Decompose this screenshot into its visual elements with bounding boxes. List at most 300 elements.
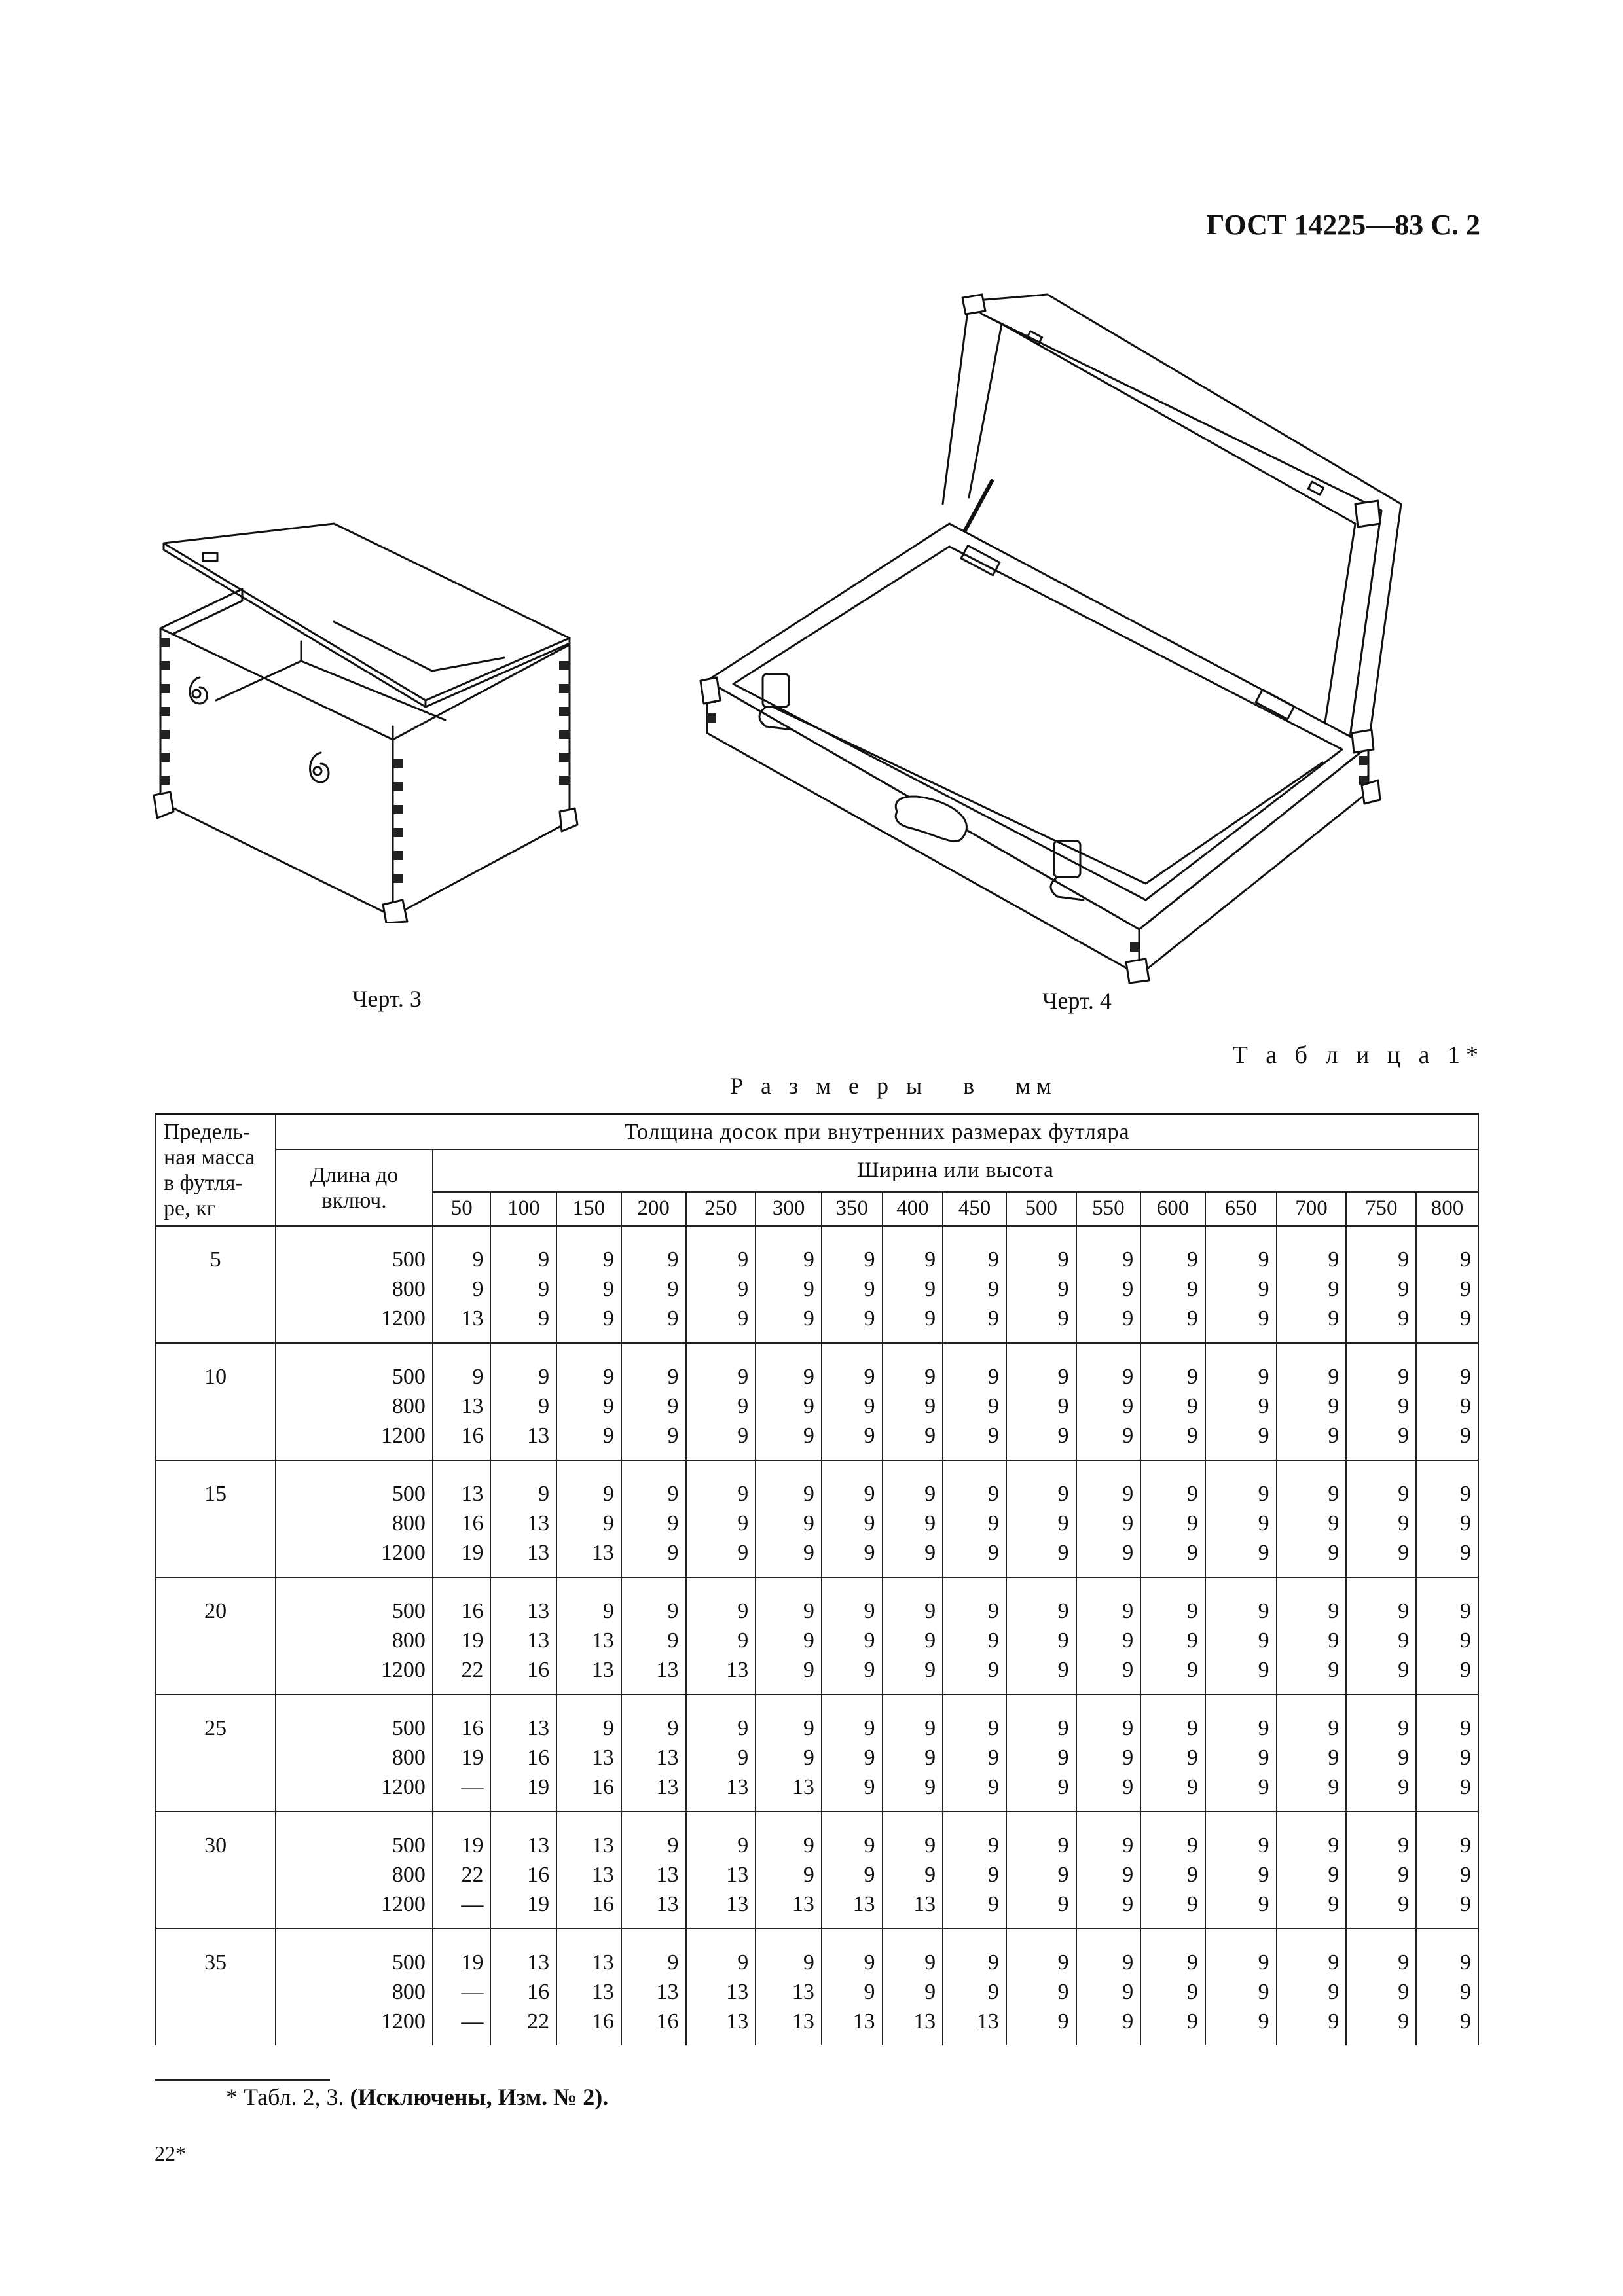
thickness-value: 9 [1258, 1716, 1269, 1741]
thickness-value: 9 [737, 1306, 749, 1331]
thickness-value: 13 [591, 1658, 614, 1683]
width-header-cell: 650 [1205, 1192, 1277, 1226]
thickness-value: 9 [737, 1365, 749, 1390]
thickness-cell [1277, 1343, 1347, 1460]
thickness-cell [490, 1812, 556, 1929]
thickness-value: 9 [1122, 1892, 1134, 1917]
thickness-cell [1346, 1812, 1416, 1929]
thickness-value: 13 [656, 1892, 679, 1917]
table-row [155, 1460, 1478, 1577]
length-value: 1200 [380, 1424, 426, 1448]
thickness-value: 9 [1258, 1775, 1269, 1800]
thickness-value: 9 [987, 1716, 999, 1741]
width-header-cell: 400 [883, 1192, 943, 1226]
thickness-value: 9 [864, 1511, 875, 1536]
thickness-value: 9 [864, 1950, 875, 1975]
thickness-value: 9 [1460, 1482, 1471, 1507]
mass-cell: 15 [155, 1460, 276, 1577]
thickness-cell [1205, 1929, 1277, 2045]
thickness-value: 9 [1057, 1424, 1069, 1448]
thickness-value: 9 [1057, 1863, 1069, 1888]
thickness-value: 16 [527, 1746, 550, 1770]
thickness-value: 9 [1398, 2009, 1410, 2034]
thickness-cell [1416, 1226, 1478, 1343]
thickness-value: 16 [461, 1511, 484, 1536]
thickness-cell [943, 1695, 1006, 1812]
thickness-value: 9 [924, 1716, 936, 1741]
thickness-value: 9 [1328, 1482, 1340, 1507]
thickness-cell [686, 1812, 756, 1929]
thickness-value: 9 [737, 1599, 749, 1624]
width-header-cell: 200 [621, 1192, 686, 1226]
width-header-cell: 550 [1076, 1192, 1141, 1226]
thickness-cell [556, 1929, 621, 2045]
thickness-value: 9 [924, 1599, 936, 1624]
table-row [155, 1343, 1478, 1460]
thickness-value: 9 [924, 1833, 936, 1858]
thickness-value: 13 [852, 1892, 875, 1917]
width-header-cell: 500 [1006, 1192, 1076, 1226]
thickness-cell [943, 1929, 1006, 2045]
thickness-value: 9 [864, 1482, 875, 1507]
thickness-cell [1140, 1226, 1205, 1343]
thickness-value: 9 [1258, 1511, 1269, 1536]
thickness-value: 9 [1186, 1306, 1198, 1331]
thickness-value: 9 [987, 1277, 999, 1302]
thickness-value: 9 [1398, 1863, 1410, 1888]
footnote-rule [155, 2079, 330, 2081]
thickness-value: 9 [538, 1365, 550, 1390]
thickness-value: 9 [864, 1716, 875, 1741]
thickness-value: 9 [602, 1247, 614, 1272]
thickness-value: 9 [803, 1833, 814, 1858]
thickness-cell [1277, 1812, 1347, 1929]
mass-cell: 25 [155, 1695, 276, 1812]
thickness-cell [490, 1460, 556, 1577]
figure-caption-3: Черт. 3 [352, 986, 422, 1012]
thickness-value: 9 [924, 1277, 936, 1302]
thickness-value: 9 [803, 1365, 814, 1390]
length-value: 800 [392, 1863, 426, 1888]
thickness-cell [822, 1929, 883, 2045]
thickness-value: 9 [1460, 1247, 1471, 1272]
thickness-cell [883, 1812, 943, 1929]
thickness-cell [822, 1812, 883, 1929]
thickness-value: 13 [461, 1482, 484, 1507]
thickness-value: 9 [803, 1599, 814, 1624]
thickness-value: 9 [472, 1277, 484, 1302]
thickness-value: 9 [1258, 1658, 1269, 1683]
thickness-cell [1006, 1695, 1076, 1812]
thickness-value: 9 [924, 1424, 936, 1448]
open-box-with-lid-drawing [151, 504, 583, 923]
thickness-value: 9 [1122, 1394, 1134, 1419]
thickness-value: 9 [1122, 1511, 1134, 1536]
thickness-cell [490, 1343, 556, 1460]
width-header-cell: 100 [490, 1192, 556, 1226]
thickness-value: 9 [987, 1424, 999, 1448]
thickness-value: 9 [1328, 1424, 1340, 1448]
thickness-value: 9 [1186, 1247, 1198, 1272]
thickness-value: 22 [461, 1658, 484, 1683]
thickness-cell [1140, 1695, 1205, 1812]
thickness-value: 9 [987, 1394, 999, 1419]
thickness-cell [556, 1812, 621, 1929]
thickness-value: 9 [803, 1394, 814, 1419]
thickness-cell [1277, 1460, 1347, 1577]
thickness-cell [1140, 1343, 1205, 1460]
thickness-value: 9 [667, 1482, 679, 1507]
thickness-value: 9 [1186, 1482, 1198, 1507]
thickness-value: 9 [1328, 2009, 1340, 2034]
thickness-value: 9 [1122, 1980, 1134, 2005]
thickness-cell [883, 1226, 943, 1343]
thickness-cell [1346, 1929, 1416, 2045]
thickness-value: 9 [1122, 1277, 1134, 1302]
thickness-value: 9 [1258, 1950, 1269, 1975]
thickness-cell [433, 1929, 491, 2045]
thickness-value: 9 [1057, 1277, 1069, 1302]
thickness-value: 13 [527, 1541, 550, 1566]
thickness-value: 9 [1122, 1482, 1134, 1507]
table-subtitle: Р а з м е р ы в мм [730, 1073, 1057, 1099]
thickness-value: 9 [1460, 1716, 1471, 1741]
thickness-value: 9 [1057, 1980, 1069, 2005]
thickness-value: 9 [864, 1541, 875, 1566]
thickness-value: 9 [1122, 1658, 1134, 1683]
thickness-cell [943, 1460, 1006, 1577]
thickness-cell [1205, 1460, 1277, 1577]
thickness-value: 19 [461, 1628, 484, 1653]
thickness-value: 16 [591, 1775, 614, 1800]
thickness-value: 19 [461, 1833, 484, 1858]
thickness-cell [943, 1577, 1006, 1695]
thickness-value: 9 [1460, 1746, 1471, 1770]
thickness-value: 9 [538, 1277, 550, 1302]
thickness-value: 13 [461, 1306, 484, 1331]
thickness-value: 9 [1122, 1599, 1134, 1624]
length-value: 500 [392, 1247, 426, 1272]
thickness-value: 9 [737, 1394, 749, 1419]
thickness-value: 9 [1186, 1277, 1198, 1302]
thickness-value: 9 [1398, 1482, 1410, 1507]
mass-cell: 20 [155, 1577, 276, 1695]
thickness-value: 9 [602, 1482, 614, 1507]
thickness-value: 9 [987, 1482, 999, 1507]
thickness-value: 9 [987, 1365, 999, 1390]
thickness-cell [1006, 1226, 1076, 1343]
thickness-value: 9 [1328, 1658, 1340, 1683]
thickness-cell [1346, 1577, 1416, 1695]
thickness-value: 9 [864, 1746, 875, 1770]
width-header-cell: 600 [1140, 1192, 1205, 1226]
thickness-value: 9 [803, 1863, 814, 1888]
thickness-value: 9 [1398, 1892, 1410, 1917]
thickness-value: 9 [1057, 1482, 1069, 1507]
thickness-cell [1205, 1695, 1277, 1812]
width-header-cell: 700 [1277, 1192, 1347, 1226]
thickness-value: 9 [924, 1628, 936, 1653]
length-cell [276, 1812, 433, 1929]
thickness-value: 9 [987, 1511, 999, 1536]
thickness-value: 9 [1057, 1746, 1069, 1770]
thickness-cell [943, 1226, 1006, 1343]
table-row [155, 1929, 1478, 2045]
thickness-value: 9 [1122, 1775, 1134, 1800]
thickness-value: 9 [1057, 1775, 1069, 1800]
thickness-value: 9 [1258, 2009, 1269, 2034]
thickness-value: 9 [667, 1247, 679, 1272]
thickness-value: 13 [726, 1892, 749, 1917]
length-value: 500 [392, 1950, 426, 1975]
thickness-value: 9 [864, 1277, 875, 1302]
width-header-cell: 300 [756, 1192, 822, 1226]
thickness-cell [822, 1460, 883, 1577]
thickness-value: 9 [924, 1775, 936, 1800]
thickness-value: 9 [1328, 1892, 1340, 1917]
board-thickness-table [155, 1113, 1479, 2045]
thickness-value: 13 [726, 1775, 749, 1800]
length-cell [276, 1695, 433, 1812]
thickness-value: 9 [667, 1833, 679, 1858]
thickness-value: 9 [1057, 1716, 1069, 1741]
thickness-value: 9 [1460, 1599, 1471, 1624]
thickness-cell [621, 1812, 686, 1929]
thickness-value: 9 [1328, 1541, 1340, 1566]
thickness-value: 9 [924, 1511, 936, 1536]
thickness-value: 9 [803, 1247, 814, 1272]
thickness-value: 9 [1186, 1365, 1198, 1390]
thickness-cell [556, 1577, 621, 1695]
thickness-value: 9 [1460, 1628, 1471, 1653]
thickness-value: 9 [602, 1394, 614, 1419]
footnote [226, 2083, 608, 2111]
thickness-value: 9 [667, 1424, 679, 1448]
thickness-cell [1205, 1226, 1277, 1343]
thickness-value: 9 [1258, 1306, 1269, 1331]
thickness-cell [433, 1812, 491, 1929]
thickness-value: 9 [1057, 1306, 1069, 1331]
thickness-value: 16 [461, 1599, 484, 1624]
thickness-cell [490, 1695, 556, 1812]
thickness-value: 13 [591, 1746, 614, 1770]
thickness-value: 9 [987, 1746, 999, 1770]
thickness-cell [1346, 1343, 1416, 1460]
thickness-value: 13 [656, 1980, 679, 2005]
length-value: 1200 [380, 1541, 426, 1566]
thickness-value: 9 [1328, 1511, 1340, 1536]
thickness-value: 9 [1398, 1599, 1410, 1624]
thickness-value: 9 [864, 1306, 875, 1331]
thickness-value: 9 [737, 1482, 749, 1507]
thickness-value: 9 [1398, 1277, 1410, 1302]
width-header-cell: 450 [943, 1192, 1006, 1226]
thickness-value: 9 [1398, 1716, 1410, 1741]
thickness-value: 9 [1398, 1394, 1410, 1419]
thickness-cell [433, 1577, 491, 1695]
thickness-cell [490, 1929, 556, 2045]
thickness-value: 9 [924, 1980, 936, 2005]
width-header-cell: 750 [1346, 1192, 1416, 1226]
thickness-value: 13 [792, 1892, 814, 1917]
thickness-value: 9 [1328, 1746, 1340, 1770]
thickness-value: 13 [527, 1833, 550, 1858]
length-value: 1200 [380, 1892, 426, 1917]
thickness-value: 9 [737, 1628, 749, 1653]
thickness-value: 9 [737, 1424, 749, 1448]
thickness-value: 9 [1258, 1599, 1269, 1624]
thickness-cell [943, 1343, 1006, 1460]
thickness-value: 13 [792, 2009, 814, 2034]
length-value: 1200 [380, 1775, 426, 1800]
thickness-value: 9 [1057, 1599, 1069, 1624]
thickness-cell [1076, 1929, 1141, 2045]
thickness-value: 13 [792, 1980, 814, 2005]
thickness-cell [1140, 1577, 1205, 1695]
mass-cell: 30 [155, 1812, 276, 1929]
thickness-cell [621, 1577, 686, 1695]
thickness-value: 9 [1186, 1746, 1198, 1770]
thickness-value: 9 [1398, 1628, 1410, 1653]
mass-cell: 10 [155, 1343, 276, 1460]
thickness-value: 9 [602, 1277, 614, 1302]
thickness-cell [490, 1226, 556, 1343]
thickness-value: 16 [591, 1892, 614, 1917]
thickness-value: 9 [1258, 1365, 1269, 1390]
thickness-value: 9 [1398, 1775, 1410, 1800]
thickness-value: 9 [1122, 1424, 1134, 1448]
thickness-cell [433, 1343, 491, 1460]
thickness-value: 9 [1258, 1892, 1269, 1917]
table-row [155, 1577, 1478, 1695]
thickness-value: 9 [737, 1541, 749, 1566]
thickness-value: 9 [667, 1599, 679, 1624]
thickness-value: 9 [1328, 1628, 1340, 1653]
thickness-value: 9 [1460, 1365, 1471, 1390]
thickness-value: 16 [591, 2009, 614, 2034]
thickness-value: 16 [461, 1424, 484, 1448]
thickness-value: 9 [1258, 1394, 1269, 1419]
thickness-cell [621, 1343, 686, 1460]
length-cell [276, 1226, 433, 1343]
thickness-cell [1076, 1577, 1141, 1695]
thickness-value: 9 [667, 1394, 679, 1419]
thickness-cell [1140, 1929, 1205, 2045]
thickness-value: 9 [1398, 1365, 1410, 1390]
thickness-value: 13 [726, 1863, 749, 1888]
thickness-value: 9 [737, 1950, 749, 1975]
thickness-value: 9 [1186, 1863, 1198, 1888]
thickness-value: 13 [461, 1394, 484, 1419]
length-value: 800 [392, 1628, 426, 1653]
thickness-cell [1277, 1929, 1347, 2045]
thickness-value: 9 [602, 1511, 614, 1536]
thickness-value: 13 [656, 1658, 679, 1683]
thickness-value: 9 [1186, 1980, 1198, 2005]
thickness-value: 16 [527, 1980, 550, 2005]
thickness-cell [1006, 1929, 1076, 2045]
thickness-value: 9 [864, 1424, 875, 1448]
thickness-value: 9 [1328, 1775, 1340, 1800]
thickness-value: 9 [987, 1833, 999, 1858]
thickness-value: 19 [461, 1746, 484, 1770]
thickness-value: 9 [864, 1599, 875, 1624]
thickness-value: 9 [924, 1863, 936, 1888]
thickness-value: 9 [1122, 1306, 1134, 1331]
thickness-value: 9 [1057, 1365, 1069, 1390]
thickness-value: 9 [1328, 1277, 1340, 1302]
thickness-value: 19 [527, 1892, 550, 1917]
thickness-value: 13 [913, 1892, 936, 1917]
thickness-value: 9 [1186, 1658, 1198, 1683]
thickness-value: 9 [987, 1950, 999, 1975]
mass-cell: 35 [155, 1929, 276, 2045]
thickness-cell [686, 1226, 756, 1343]
thickness-value: 13 [591, 1628, 614, 1653]
thickness-value: 13 [913, 2009, 936, 2034]
thickness-cell [883, 1695, 943, 1812]
thickness-value: 9 [1398, 1541, 1410, 1566]
header-length: Длина до включ. [276, 1149, 433, 1226]
page-number: 22* [155, 2142, 186, 2165]
thickness-value: 9 [924, 1950, 936, 1975]
thickness-value: 9 [1398, 1833, 1410, 1858]
thickness-cell [621, 1695, 686, 1812]
thickness-cell [556, 1343, 621, 1460]
thickness-value: 9 [924, 1247, 936, 1272]
thickness-cell [686, 1929, 756, 2045]
mass-cell: 5 [155, 1226, 276, 1343]
thickness-value: 9 [1186, 1775, 1198, 1800]
thickness-cell [756, 1929, 822, 2045]
width-header-cell: 50 [433, 1192, 491, 1226]
thickness-value: 9 [667, 1950, 679, 1975]
thickness-value: 9 [1258, 1424, 1269, 1448]
thickness-value: 9 [538, 1247, 550, 1272]
thickness-value: 9 [924, 1541, 936, 1566]
thickness-cell [822, 1577, 883, 1695]
length-value: 500 [392, 1599, 426, 1624]
thickness-cell [1140, 1460, 1205, 1577]
thickness-value: 9 [1186, 1950, 1198, 1975]
thickness-value: 9 [803, 1658, 814, 1683]
thickness-value: 9 [1398, 1950, 1410, 1975]
thickness-cell [686, 1577, 756, 1695]
width-header-cell: 150 [556, 1192, 621, 1226]
thickness-cell [1205, 1343, 1277, 1460]
thickness-value: 9 [1460, 1511, 1471, 1536]
thickness-value: 9 [803, 1511, 814, 1536]
thickness-cell [756, 1577, 822, 1695]
length-value: 800 [392, 1277, 426, 1302]
thickness-value: 19 [461, 1950, 484, 1975]
thickness-cell [1416, 1695, 1478, 1812]
thickness-value: 9 [1258, 1863, 1269, 1888]
thickness-value: 9 [1328, 1863, 1340, 1888]
thickness-value: 9 [803, 1277, 814, 1302]
thickness-cell [686, 1695, 756, 1812]
thickness-value: 9 [1460, 1658, 1471, 1683]
length-value: 1200 [380, 1658, 426, 1683]
thickness-cell [943, 1812, 1006, 1929]
width-header-cell: 250 [686, 1192, 756, 1226]
thickness-value: — [461, 1892, 484, 1917]
thickness-cell [433, 1226, 491, 1343]
thickness-value: 9 [1398, 1306, 1410, 1331]
thickness-cell [822, 1226, 883, 1343]
thickness-value: 9 [1057, 1950, 1069, 1975]
length-value: 800 [392, 1746, 426, 1770]
